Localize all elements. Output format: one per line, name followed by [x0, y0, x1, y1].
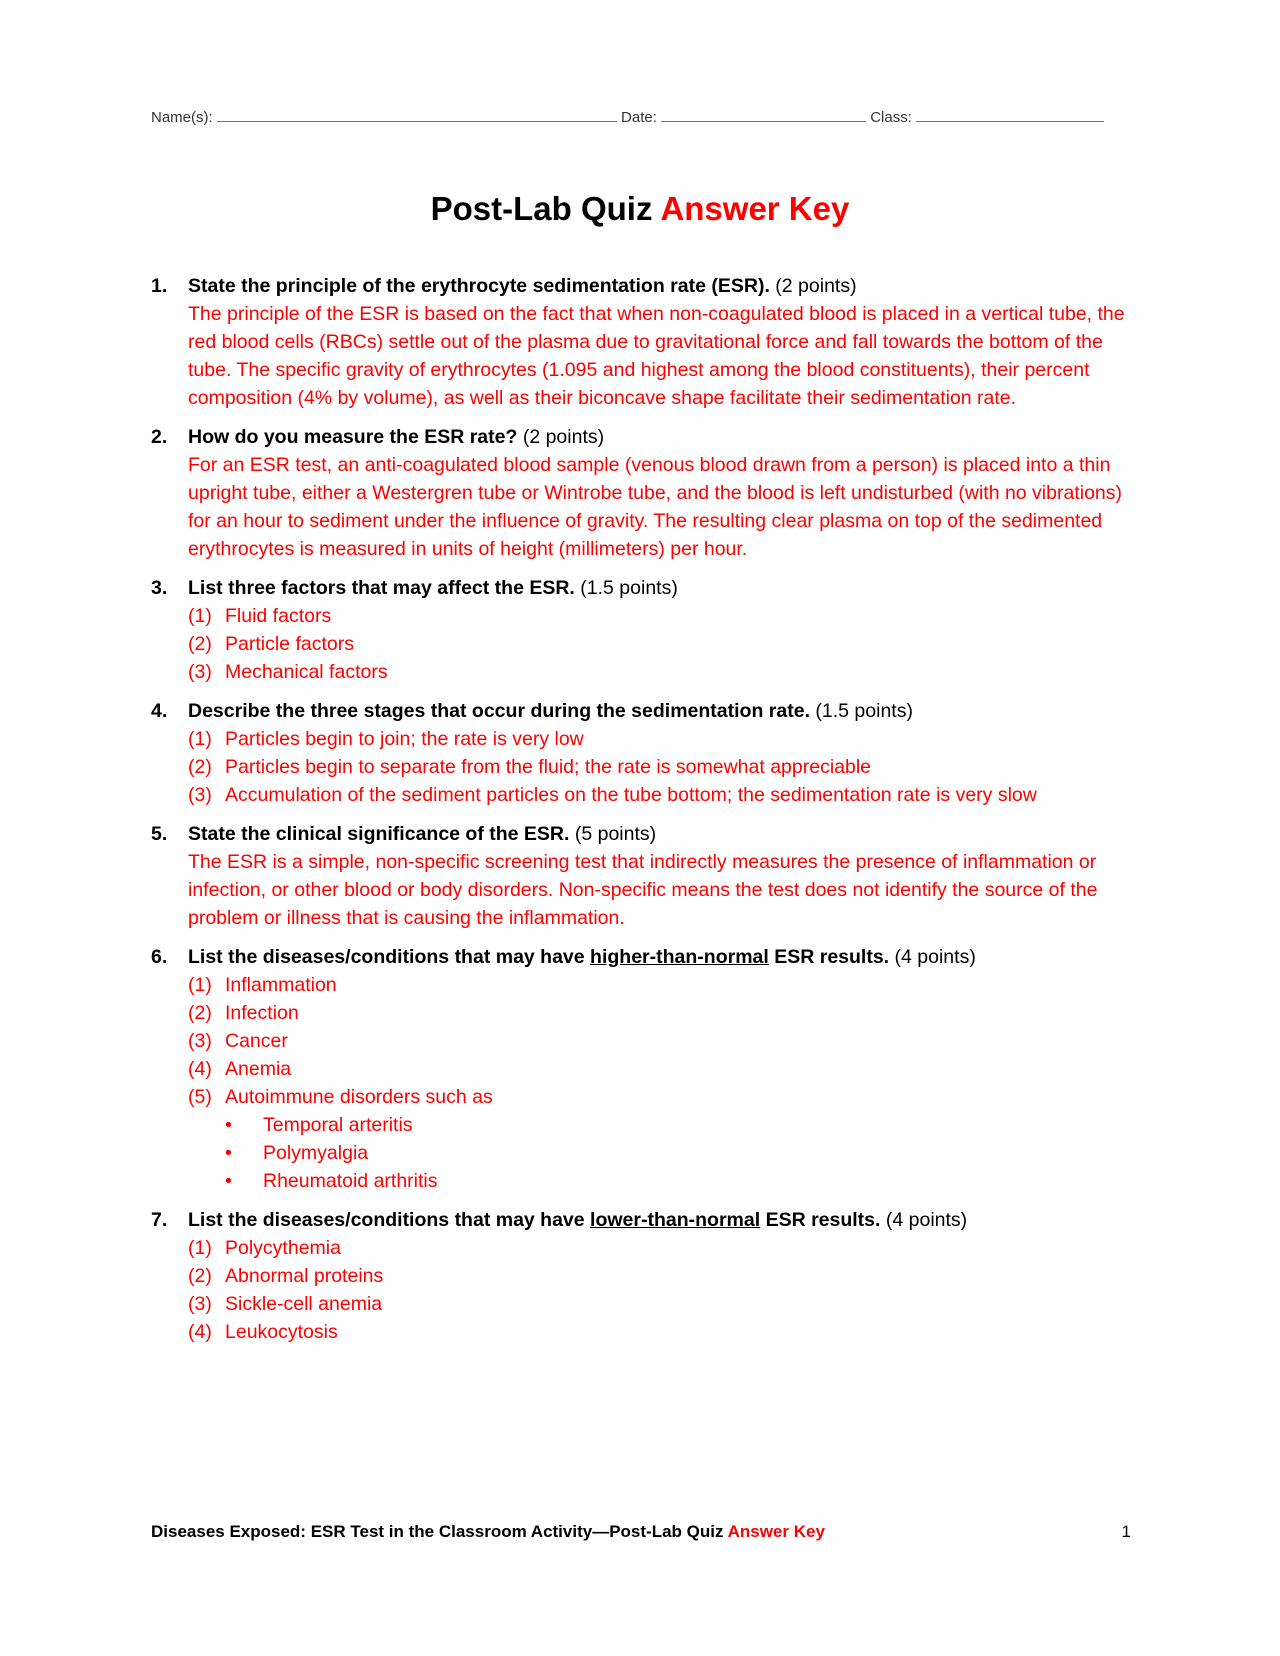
answer-item: (2) Abnormal proteins [188, 1265, 384, 1287]
answer-text: The principle of the ESR is based on the fact that when non-coagulated blood is placed in a vertical tube, the red blood cells (RBCs) settle out of the plasma due to gravitational force and fall towards the bottom of the tube. The specific gravity of erythrocytes (1.095 and highest among the blood constituents), their percent composition (4% by volume), as well as their biconcave shape facilitate their sedimentation rate. [188, 303, 1125, 409]
answer-bullet: • Rheumatoid arthritis [188, 1167, 1131, 1195]
question-number: 4. [151, 700, 168, 722]
answer-item: (4) Leukocytosis [188, 1321, 338, 1343]
answer-text: The ESR is a simple, non-specific screening test that indirectly measures the presence of inflammation or infection, or other blood or body disorders. Non-specific means the test does not identify the source of the problem or illness that is causing the inflammation. [188, 851, 1098, 929]
page-title [0, 190, 1280, 228]
date-blank [661, 107, 866, 122]
answer-item: (3) Mechanical factors [188, 661, 388, 683]
question-points: (2 points) [522, 426, 605, 448]
bullet-icon: • [225, 1142, 232, 1164]
student-info-header [151, 107, 1121, 126]
question-points: (1.5 points) [580, 577, 678, 599]
question-emphasis: higher-than-normal [590, 946, 769, 968]
quiz-content [151, 272, 1131, 1357]
answer-item: (5) Autoimmune disorders such as [188, 1086, 493, 1108]
title-accent: Answer Key [660, 190, 850, 227]
answer-item: (1) Particles begin to join; the rate is very low [188, 728, 584, 750]
question-points: (4 points) [894, 946, 976, 968]
question-number: 3. [151, 577, 168, 599]
question-prompt: List the diseases/conditions that may have [188, 1209, 585, 1231]
answer-item: (2) Infection [188, 1002, 299, 1024]
answer-item: (3) Sickle-cell anemia [188, 1293, 383, 1315]
question-prompt: List the diseases/conditions that may have [188, 946, 585, 968]
name-label: Name(s): [151, 109, 213, 126]
question-6: 6. List the diseases/conditions that may have higher-than-normal ESR results. (4 points) (1) Inflammation (2) Infection (3) Cancer (4) Anemia (5) Autoimmune disorders such as • Temporal arteritis • Polymyalgia • Rheumatoid arthritis [151, 943, 1131, 1195]
question-7: 7. List the diseases/conditions that may have lower-than-normal ESR results. (4 points) (1) Polycythemia (2) Abnormal proteins (3) Sickle-cell anemia (4) Leukocytosis [151, 1206, 1131, 1346]
question-4 [151, 697, 1131, 809]
class-blank [916, 107, 1104, 122]
question-number: 7. [151, 1209, 168, 1231]
question-prompt: How do you measure the ESR rate? [188, 426, 518, 448]
bullet-icon: • [225, 1170, 232, 1192]
page-number: 1 [1121, 1522, 1131, 1541]
answer-item: (4) Anemia [188, 1058, 292, 1080]
answer-item: (1) Fluid factors [188, 605, 332, 627]
footer-text: Diseases Exposed: ESR Test in the Classroom Activity—Post-Lab Quiz [151, 1522, 724, 1541]
answer-text: For an ESR test, an anti-coagulated blood sample (venous blood drawn from a person) is placed into a thin upright tube, either a Westergren tube or Wintrobe tube, and the blood is left undisturbed (with no vibrations) for an hour to sediment under the influence of gravity. The resulting clear plasma on top of the sedimented erythrocytes is measured in units of height (millimeters) per hour. [188, 454, 1123, 560]
question-number: 1. [151, 275, 168, 297]
question-5 [151, 820, 1131, 932]
question-3 [151, 574, 1131, 686]
answer-item: (1) Inflammation [188, 974, 337, 996]
question-2 [151, 423, 1131, 563]
question-emphasis: lower-than-normal [590, 1209, 761, 1231]
title-main: Post-Lab Quiz [430, 190, 653, 227]
question-points: (4 points) [885, 1209, 968, 1231]
answer-bullet: • Polymyalgia [188, 1139, 1131, 1167]
question-prompt: Describe the three stages that occur during the sedimentation rate. [188, 700, 810, 722]
page-footer [151, 1522, 1131, 1542]
class-label: Class: [870, 109, 912, 126]
question-points: (5 points) [574, 823, 657, 845]
answer-item: (3) Accumulation of the sediment particles on the tube bottom; the sedimentation rate is very slow [188, 784, 1037, 806]
answer-item: (2) Particle factors [188, 633, 354, 655]
answer-bullet: • Temporal arteritis [188, 1111, 1131, 1139]
question-points: (2 points) [775, 275, 857, 297]
question-prompt: State the clinical significance of the ESR. [188, 823, 570, 845]
question-number: 6. [151, 946, 168, 968]
answer-item: (2) Particles begin to separate from the fluid; the rate is somewhat appreciable [188, 756, 872, 778]
question-prompt: State the principle of the erythrocyte sedimentation rate (ESR). [188, 275, 770, 297]
footer-accent: Answer Key [727, 1522, 825, 1541]
answer-item: (3) Cancer [188, 1030, 288, 1052]
question-1 [151, 272, 1131, 412]
question-points: (1.5 points) [815, 700, 913, 722]
date-label: Date: [621, 109, 657, 126]
question-number: 5. [151, 823, 168, 845]
bullet-icon: • [225, 1114, 232, 1136]
question-prompt: List three factors that may affect the ESR. [188, 577, 575, 599]
answer-item: (1) Polycythemia [188, 1237, 341, 1259]
name-blank [217, 107, 617, 122]
question-number: 2. [151, 426, 168, 448]
